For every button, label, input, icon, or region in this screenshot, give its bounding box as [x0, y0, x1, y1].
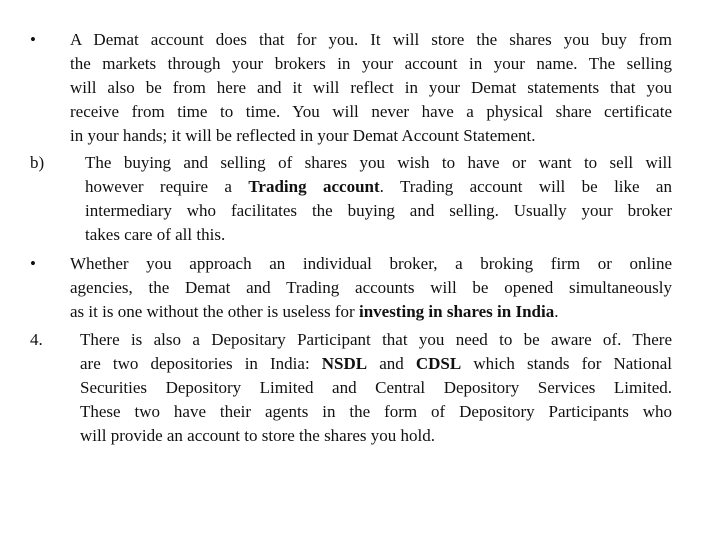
text-line: The buying and selling of shares you wish to have or want to sell will: [85, 153, 672, 172]
bold-term: investing in shares in India: [358, 302, 555, 321]
text-line: in your hands; it will be reflected in your Demat Account Statement.: [70, 126, 536, 145]
text-line: will provide an account to store the shares you hold.: [80, 426, 436, 445]
text-line: Whether you approach an individual broker, a broking firm or online: [70, 254, 672, 273]
text-line: agencies, the Demat and Trading accounts will be opened simultaneously: [70, 278, 672, 297]
text-line: will also be from here and it will reflect in your Demat statements that you: [70, 78, 672, 97]
bold-term: Trading account: [248, 177, 380, 196]
text-line: takes care of all this.: [85, 225, 226, 244]
text-line: Securities Depository Limited and Central Depository Services Limited.: [80, 378, 672, 397]
text-line: the markets through your brokers in your account in your name. The selling: [70, 54, 672, 73]
list-marker: b): [30, 153, 45, 172]
text-line: A Demat account does that for you. It will store the shares you buy from: [70, 30, 672, 49]
text-line: There is also a Depositary Participant that you need to be aware of. There: [80, 330, 672, 349]
bold-term: CDSL: [415, 354, 462, 373]
list-marker: 4.: [30, 330, 43, 349]
bold-term: NSDL: [321, 354, 368, 373]
bullet-marker: •: [30, 30, 36, 49]
text-line: however require a Trading account. Trading account will be like an: [85, 177, 672, 196]
text-line: These two have their agents in the form of Depository Participants who: [80, 402, 672, 421]
text-line: as it is one without the other is useless for investing in shares in India.: [70, 302, 559, 321]
text-line: receive from time to time. You will never have a physical share certificate: [70, 102, 672, 121]
text-line: intermediary who facilitates the buying and selling. Usually your broker: [85, 201, 672, 220]
bullet-marker: •: [30, 254, 36, 273]
text-line: are two depositories in India: NSDL and CDSL which stands for National: [80, 354, 673, 373]
